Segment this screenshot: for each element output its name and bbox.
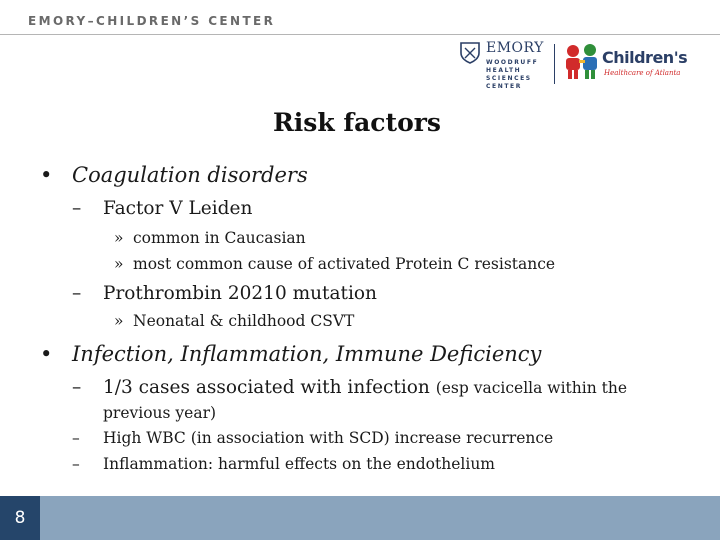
detail-item — [114, 255, 555, 273]
page-number: 8 — [14, 508, 26, 528]
slide-title: Risk factors — [272, 108, 442, 137]
footer-bar — [0, 496, 720, 540]
sub-item — [72, 429, 553, 447]
sub-item — [72, 455, 495, 473]
emory-sub-sciences: SCIENCES — [486, 75, 532, 82]
childrens-subtitle: Healthcare of Atlanta — [604, 69, 681, 77]
emory-sub-woodruff: WOODRUFF — [486, 59, 539, 66]
dash-marker: – — [72, 455, 80, 473]
sub-item — [72, 198, 252, 219]
bullet-marker: • — [40, 163, 53, 187]
bullet-text: Infection, Inflammation, Immune Deficiency — [72, 342, 542, 366]
sub-item-text: 1/3 cases associated with infection — [103, 377, 430, 398]
detail-text: Neonatal & childhood CSVT — [133, 312, 355, 330]
sub-item-note: (esp vacicella within the — [435, 379, 627, 397]
sub-item-continuation: previous year) — [103, 404, 217, 422]
logo-divider — [554, 44, 555, 84]
dash-marker: – — [72, 283, 82, 304]
childrens-logo — [562, 40, 692, 84]
dash-marker: – — [72, 429, 80, 447]
emory-shield-icon — [460, 42, 480, 64]
bullet-item — [40, 163, 308, 187]
detail-item — [114, 312, 354, 330]
bullet-item — [40, 342, 541, 366]
sub-item-text: Factor V Leiden — [103, 198, 253, 219]
emory-sub-health: HEALTH — [486, 67, 522, 74]
dash-marker: – — [72, 198, 82, 219]
childrens-kids-icon — [562, 42, 602, 82]
detail-text: common in Caucasian — [133, 229, 306, 247]
sub-item — [72, 283, 377, 304]
emory-name: EMORY — [486, 40, 544, 56]
bullet-marker: • — [40, 342, 53, 366]
sub-item-text: Inflammation: harmful effects on the endothelium — [103, 455, 495, 473]
detail-text: most common cause of activated Protein C resistance — [133, 255, 556, 273]
header-divider — [0, 34, 720, 35]
sub-item-text: High WBC (in association with SCD) increase recurrence — [103, 429, 554, 447]
arrow-marker: » — [114, 255, 124, 273]
header-org-name: EMORY–CHILDREN’S CENTER — [28, 14, 276, 28]
sub-item-text: Prothrombin 20210 mutation — [103, 283, 377, 304]
childrens-name: Children's — [602, 48, 688, 67]
sub-item — [72, 377, 627, 398]
bullet-text: Coagulation disorders — [72, 163, 308, 187]
arrow-marker: » — [114, 312, 124, 330]
arrow-marker: » — [114, 229, 124, 247]
dash-marker: – — [72, 377, 82, 398]
emory-logo — [460, 40, 544, 92]
detail-item — [114, 229, 306, 247]
emory-sub-center: CENTER — [486, 83, 522, 90]
